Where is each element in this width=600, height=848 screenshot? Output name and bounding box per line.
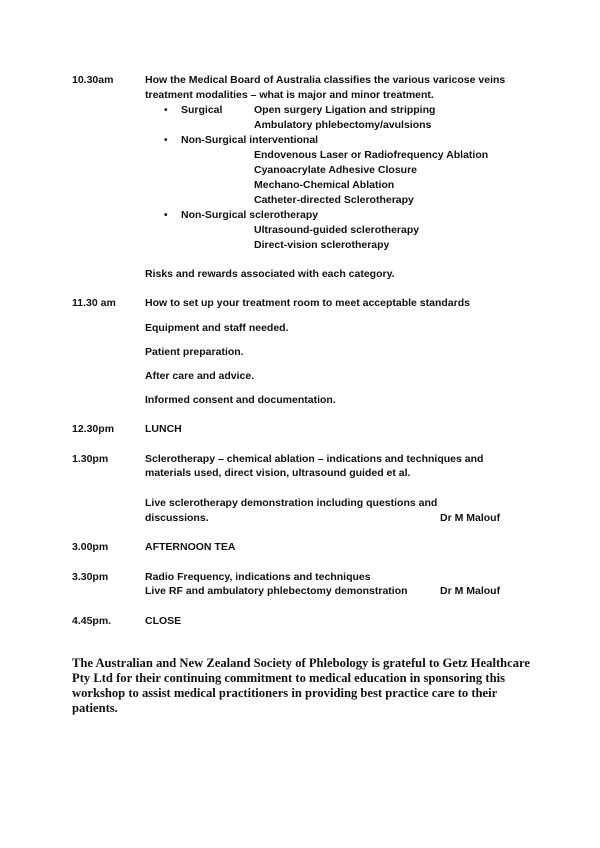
session-title-line: treatment modalities – what is major and minor treatment. bbox=[145, 89, 434, 101]
session-time-1230: 12.30pm bbox=[72, 423, 115, 435]
bullet-icon: • bbox=[164, 210, 168, 221]
category-non-surgical-sclerotherapy: Non-Surgical sclerotherapy bbox=[181, 209, 319, 221]
treatment-item: Ambulatory phlebectomy/avulsions bbox=[254, 119, 432, 131]
footer-line: patients. bbox=[72, 701, 118, 715]
session-line: materials used, direct vision, ultrasound guided et al. bbox=[145, 467, 411, 479]
sponsor-acknowledgement bbox=[72, 656, 531, 716]
session-line: Sclerotherapy – chemical ablation – indications and techniques and bbox=[145, 453, 484, 465]
session-time-130: 1.30pm bbox=[72, 453, 109, 465]
bullet-icon: • bbox=[164, 135, 168, 146]
bullet-icon: • bbox=[164, 105, 168, 116]
treatment-item: Mechano-Chemical Ablation bbox=[254, 179, 395, 191]
lunch-label: LUNCH bbox=[145, 423, 182, 435]
session-title-line: How the Medical Board of Australia classifies the various varicose veins bbox=[145, 74, 506, 86]
treatment-item: Endovenous Laser or Radiofrequency Ablation bbox=[254, 149, 489, 161]
treatment-item: Cyanoacrylate Adhesive Closure bbox=[254, 164, 418, 176]
footer-line: workshop to assist medical practitioners in providing best practice care to their bbox=[72, 686, 498, 700]
session-time-300: 3.00pm bbox=[72, 541, 109, 553]
risks-line: Risks and rewards associated with each category. bbox=[145, 268, 395, 280]
session-time-1130: 11.30 am bbox=[72, 297, 116, 309]
close-label: CLOSE bbox=[145, 615, 182, 627]
presenter-name: Dr M Malouf bbox=[440, 585, 501, 597]
treatment-item: Ultrasound-guided sclerotherapy bbox=[254, 224, 420, 236]
session-line: Informed consent and documentation. bbox=[145, 394, 336, 406]
presenter-name: Dr M Malouf bbox=[440, 512, 501, 524]
session-time-445: 4.45pm. bbox=[72, 615, 112, 627]
category-non-surgical-interventional: Non-Surgical interventional bbox=[181, 134, 319, 146]
session-line: After care and advice. bbox=[145, 370, 255, 382]
session-line: Live RF and ambulatory phlebectomy demonstration bbox=[145, 585, 408, 597]
session-line: discussions. bbox=[145, 512, 209, 524]
footer-line: The Australian and New Zealand Society of Phlebology is grateful to Getz Healthcare bbox=[72, 656, 531, 670]
treatment-item: Open surgery Ligation and stripping bbox=[254, 104, 436, 116]
treatment-item: Direct-vision sclerotherapy bbox=[254, 239, 390, 251]
session-line: Live sclerotherapy demonstration including questions and bbox=[145, 497, 438, 509]
session-line: How to set up your treatment room to meet acceptable standards bbox=[145, 297, 470, 309]
afternoon-tea-label: AFTERNOON TEA bbox=[145, 541, 236, 553]
session-line: Patient preparation. bbox=[145, 346, 244, 358]
session-time-1030: 10.30am bbox=[72, 74, 114, 86]
category-surgical: Surgical bbox=[181, 104, 223, 116]
session-line: Radio Frequency, indications and techniques bbox=[145, 571, 371, 583]
footer-line: Pty Ltd for their continuing commitment to medical education in sponsoring this bbox=[72, 671, 505, 685]
treatment-item: Catheter-directed Sclerotherapy bbox=[254, 194, 414, 206]
session-time-330: 3.30pm bbox=[72, 571, 109, 583]
session-line: Equipment and staff needed. bbox=[145, 322, 289, 334]
